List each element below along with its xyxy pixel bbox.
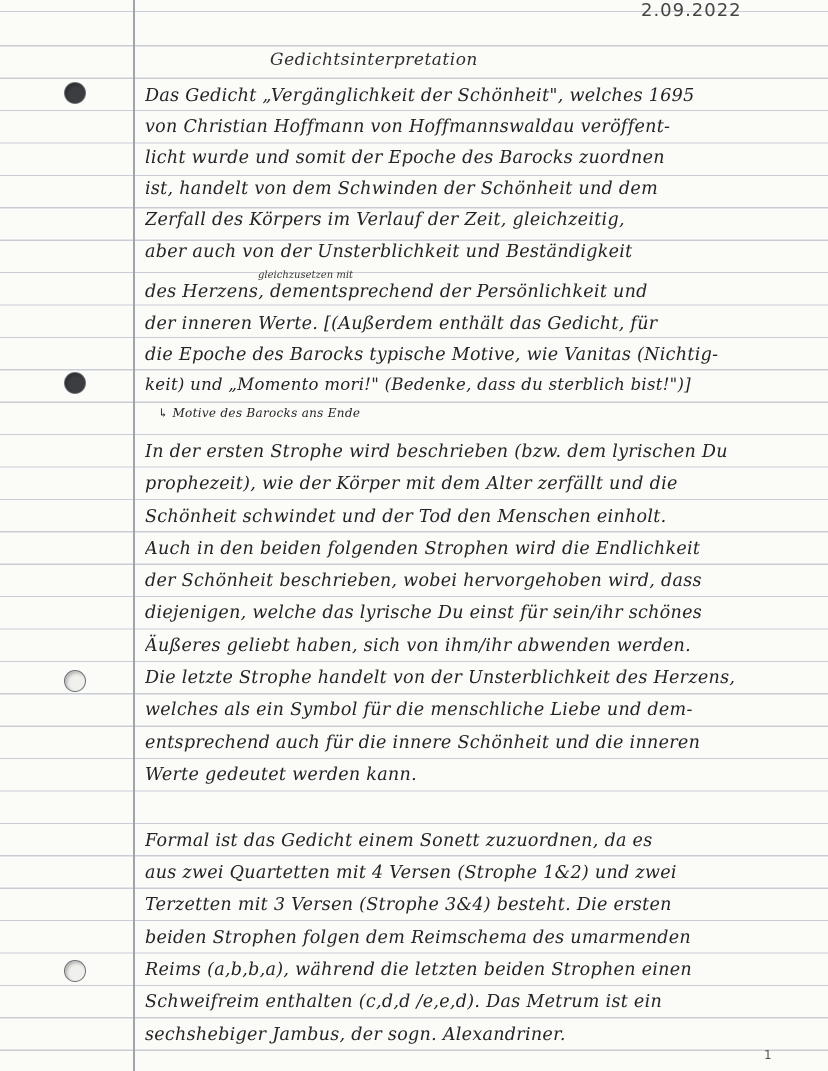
punch-hole-icon bbox=[64, 670, 86, 692]
text-line: Schönheit schwindet und der Tod den Menschen einholt. bbox=[145, 507, 667, 527]
text-line: In der ersten Strophe wird beschrieben (bzw. dem lyrischen Du bbox=[145, 442, 728, 462]
side-note: ↳ Motive des Barocks ans Ende bbox=[158, 406, 361, 420]
text-line: ist, handelt von dem Schwinden der Schönheit und dem bbox=[145, 179, 658, 199]
text-line: der Schönheit beschrieben, wobei hervorgehoben wird, dass bbox=[145, 571, 702, 591]
text-line: aus zwei Quartetten mit 4 Versen (Strophe 1&2) und zwei bbox=[145, 863, 677, 883]
text-line: Werte gedeutet werden kann. bbox=[145, 765, 417, 785]
punch-hole-icon bbox=[64, 960, 86, 982]
text-line: Zerfall des Körpers im Verlauf der Zeit, gleichzeitig, bbox=[145, 210, 625, 230]
text-line: diejenigen, welche das lyrische Du einst für sein/ihr schönes bbox=[145, 603, 703, 623]
text-line: die Epoche des Barocks typische Motive, wie Vanitas (Nichtig- bbox=[145, 345, 719, 365]
page-title: Gedichtsinterpretation bbox=[270, 50, 478, 70]
text-line: Schweifreim enthalten (c,d,d /e,e,d). Das Metrum ist ein bbox=[145, 992, 663, 1012]
text-line: keit) und „Momento mori!" (Bedenke, dass du sterblich bist!")] bbox=[145, 375, 692, 394]
text-line: Reims (a,b,b,a), während die letzten beiden Strophen einen bbox=[145, 960, 692, 980]
text-line: welches als ein Symbol für die menschliche Liebe und dem- bbox=[145, 700, 693, 720]
text-line: Formal ist das Gedicht einem Sonett zuzuordnen, da es bbox=[145, 831, 653, 851]
text-line: Das Gedicht „Vergänglichkeit der Schönheit", welches 1695 bbox=[145, 86, 695, 106]
text-line: prophezeit), wie der Körper mit dem Alter zerfällt und die bbox=[145, 474, 678, 494]
text-line: licht wurde und somit der Epoche des Barocks zuordnen bbox=[145, 148, 665, 168]
text-line: Äußeres geliebt haben, sich von ihm/ihr abwenden werden. bbox=[145, 636, 691, 656]
text-line: der inneren Werte. [(Außerdem enthält das Gedicht, für bbox=[145, 314, 658, 334]
page-number: 1 bbox=[764, 1048, 772, 1062]
text-line: beiden Strophen folgen dem Reimschema des umarmenden bbox=[145, 928, 691, 948]
text-line: aber auch von der Unsterblichkeit und Beständigkeit bbox=[145, 242, 633, 262]
text-line: Terzetten mit 3 Versen (Strophe 3&4) besteht. Die ersten bbox=[145, 895, 672, 915]
punch-hole-icon bbox=[64, 82, 86, 104]
margin-line bbox=[133, 0, 135, 1071]
date: 2.09.2022 bbox=[641, 0, 742, 21]
text-line: sechshebiger Jambus, der sogn. Alexandriner. bbox=[145, 1025, 566, 1045]
insertion-note: gleichzusetzen mit bbox=[258, 270, 354, 281]
punch-hole-icon bbox=[64, 372, 86, 394]
text-line: Auch in den beiden folgenden Strophen wird die Endlichkeit bbox=[145, 539, 701, 559]
text-line: von Christian Hoffmann von Hoffmannswaldau veröffent- bbox=[145, 117, 671, 137]
text-line: entsprechend auch für die innere Schönheit und die inneren bbox=[145, 733, 701, 753]
text-line: des Herzens, dementsprechend der Persönlichkeit und bbox=[145, 282, 648, 302]
text-line: Die letzte Strophe handelt von der Unsterblichkeit des Herzens, bbox=[145, 668, 736, 688]
